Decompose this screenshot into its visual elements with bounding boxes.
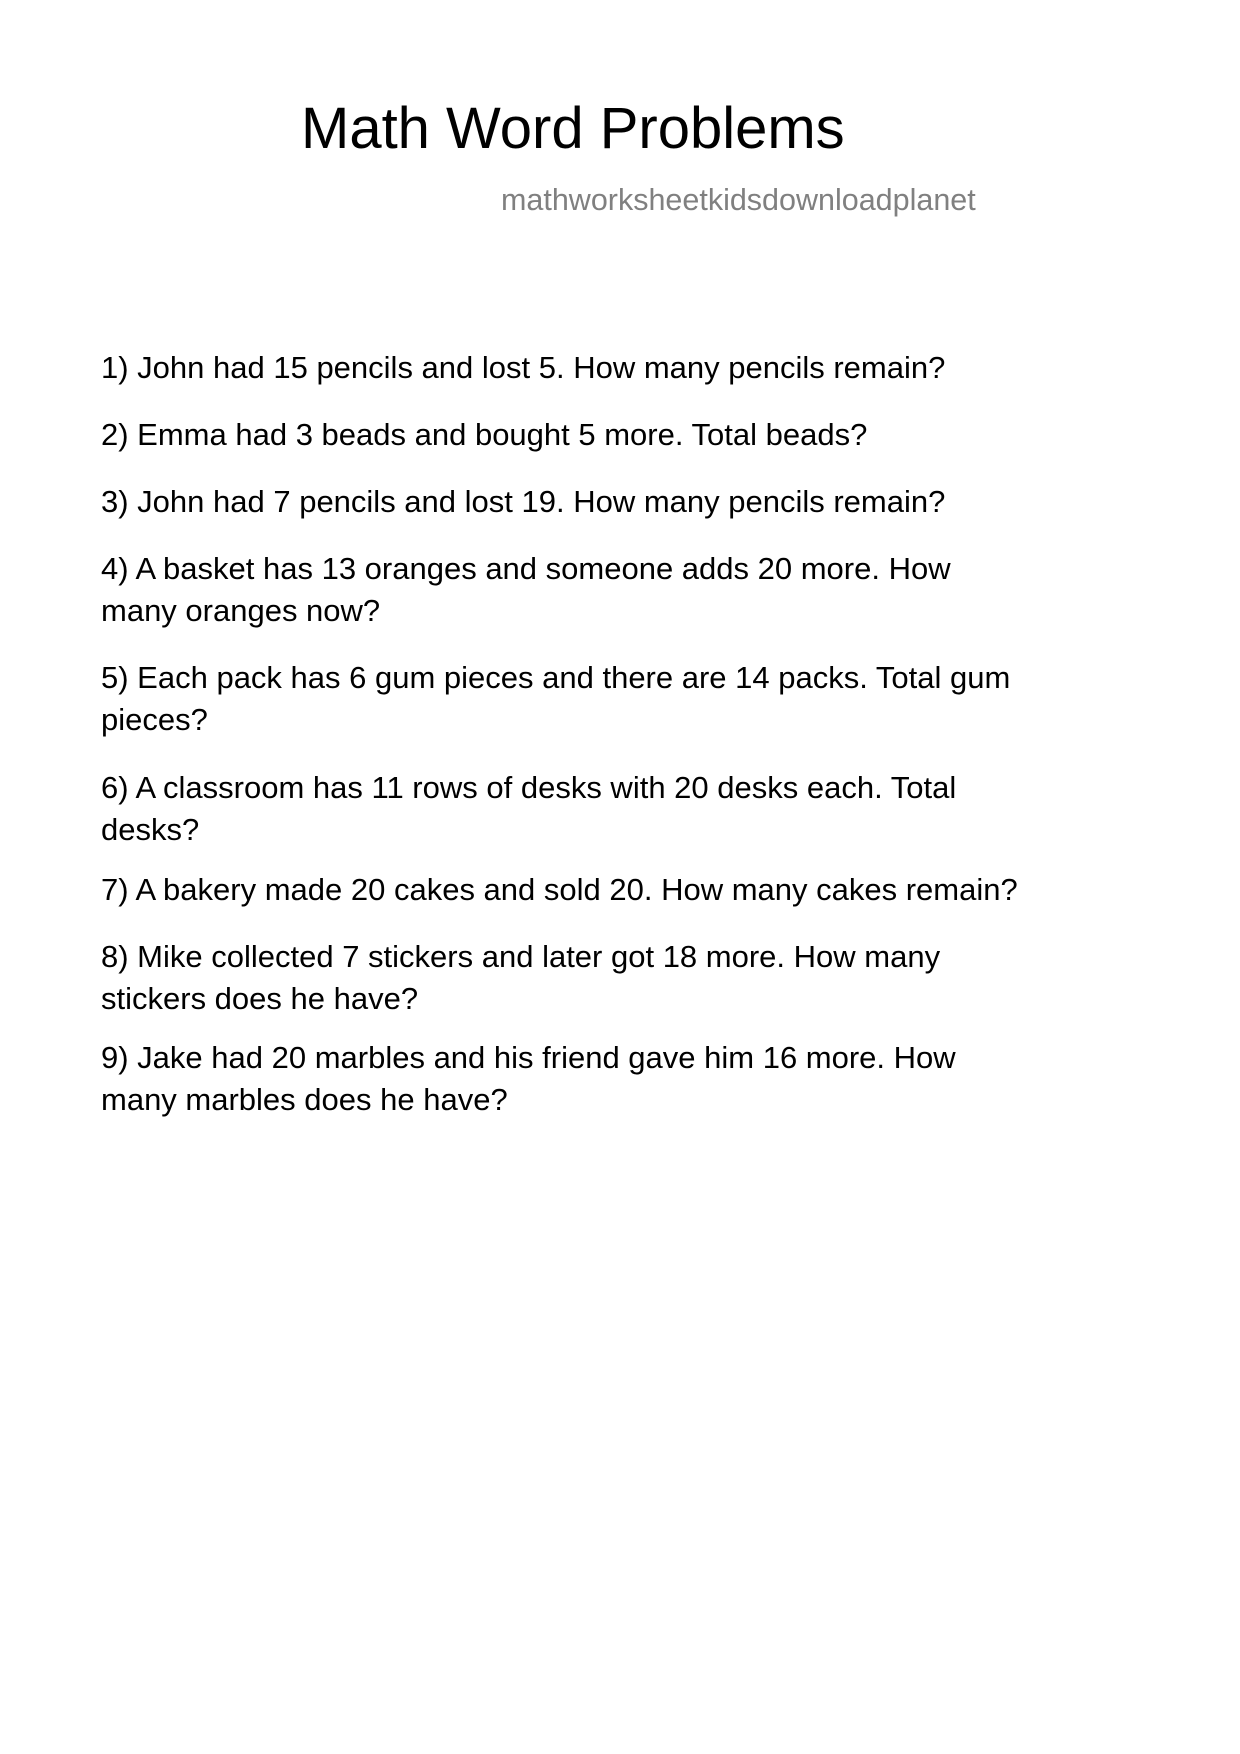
- problem-3: [101, 481, 945, 523]
- problem-text: 8) Mike collected 7 stickers and later got 18 more. How many: [101, 939, 941, 974]
- source-subtitle: mathworksheetkidsdownloadplanet: [501, 183, 976, 217]
- problem-text: 2) Emma had 3 beads and bought 5 more. Total beads?: [101, 417, 868, 452]
- problem-1: [101, 347, 945, 389]
- problem-text-continued: stickers does he have?: [101, 981, 419, 1016]
- problem-6: [101, 767, 956, 851]
- problem-text: 1) John had 15 pencils and lost 5. How many pencils remain?: [101, 350, 946, 385]
- problem-text-continued: desks?: [101, 812, 200, 847]
- problem-text: 4) A basket has 13 oranges and someone adds 20 more. How: [101, 551, 951, 586]
- problem-2: [101, 414, 867, 456]
- problem-text-continued: pieces?: [101, 702, 208, 737]
- problem-8: [101, 936, 940, 1020]
- problem-text-continued: many oranges now?: [101, 593, 381, 628]
- page-title: Math Word Problems: [301, 96, 845, 161]
- problem-7: [101, 869, 1018, 911]
- problem-text: 5) Each pack has 6 gum pieces and there are 14 packs. Total gum: [101, 660, 1011, 695]
- problem-text: 9) Jake had 20 marbles and his friend gave him 16 more. How: [101, 1040, 956, 1075]
- problem-text-continued: many marbles does he have?: [101, 1082, 508, 1117]
- problem-9: [101, 1037, 956, 1121]
- problem-text: 3) John had 7 pencils and lost 19. How many pencils remain?: [101, 484, 946, 519]
- problem-text: 7) A bakery made 20 cakes and sold 20. How many cakes remain?: [101, 872, 1018, 907]
- problem-4: [101, 548, 951, 632]
- problem-text: 6) A classroom has 11 rows of desks with 20 desks each. Total: [101, 770, 957, 805]
- problem-5: [101, 657, 1010, 741]
